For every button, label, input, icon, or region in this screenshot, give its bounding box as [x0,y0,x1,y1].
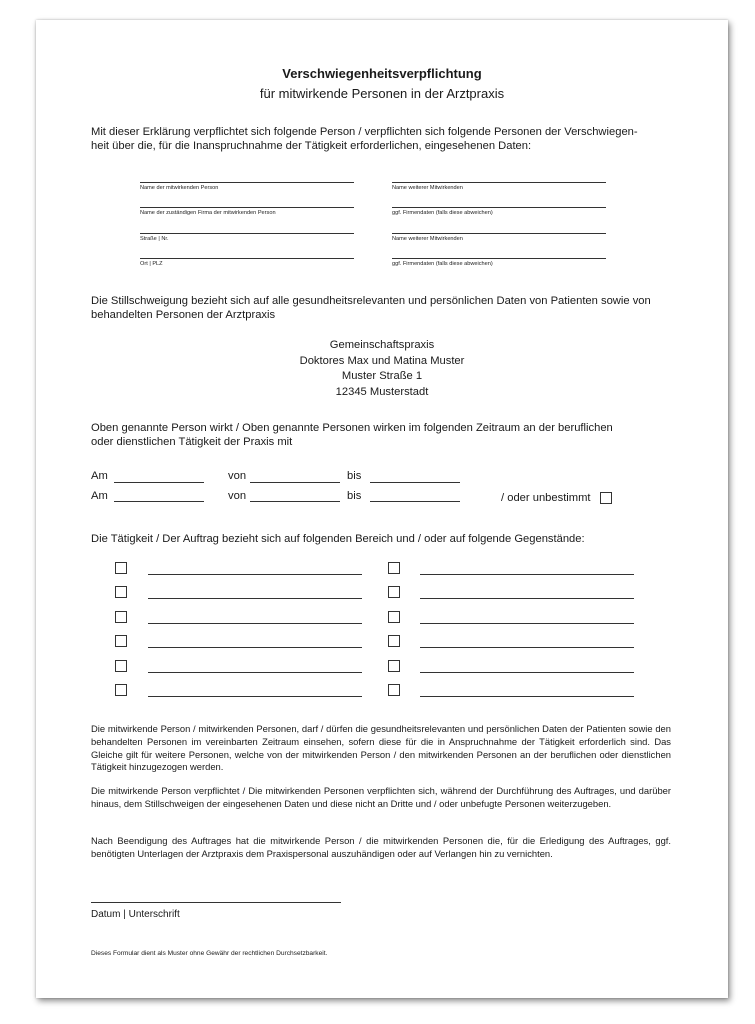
item-checkbox[interactable] [115,684,127,696]
item-checkbox[interactable] [388,562,400,574]
item-checkbox[interactable] [388,660,400,672]
paragraph-return: Nach Beendigung des Auftrages hat die mitwirkende Person / die mitwirkenden Personen die, für die Erledigung des Auftrages, ggf. benötigten Unterlagen der Arztpraxis dem Praxispersonal auszuhändigen oder auf Verlangen hin zu vernichten. [91,835,671,859]
intro-text [91,125,663,153]
footer-disclaimer: Dieses Formular dient als Muster ohne Gewähr der rechtlichen Durchsetzbarkeit. [91,950,328,957]
item-checkbox[interactable] [115,586,127,598]
field-person-name[interactable]: Name der mitwirkenden Person [140,182,354,191]
item-line[interactable] [148,647,362,648]
item-checkbox[interactable] [115,635,127,647]
von-date-line[interactable] [250,482,340,483]
am-date-line[interactable] [114,482,204,483]
item-checkbox[interactable] [115,660,127,672]
item-checkbox[interactable] [115,562,127,574]
form-sheet [36,20,728,998]
period-text [91,421,663,449]
practice-address [36,338,728,400]
item-line[interactable] [420,647,634,648]
silence-line-2: behandelten Personen der Arztpraxis [91,309,276,321]
address-line: 12345 Musterstadt [335,385,429,398]
bis-date-line[interactable] [370,482,460,483]
address-line: Doktores Max und Matina Muster [299,354,465,367]
item-line[interactable] [420,623,634,624]
intro-line-2: heit über die, für die Inanspruchnahme der Tätigkeit erforderlichen, eingesehenen Daten: [91,140,532,152]
field-city[interactable]: Ort | PLZ [140,258,354,267]
item-checkbox[interactable] [388,635,400,647]
field-further-person-2[interactable]: Name weiterer Mitwirkenden [392,233,606,242]
von-label: von [228,490,247,502]
paragraph-obligation: Die mitwirkende Person verpflichtet / Die mitwirkenden Personen verpflichten sich, während der Durchführung des Auftrages, und darüber hinaus, dem Stillschweigen der eingesehenen Daten und diese nicht an Dritte und / oder unbefugte Personen weiterzugeben. [91,785,671,809]
address-line: Gemeinschaftspraxis [329,339,435,351]
silence-line-1: Die Stillschweigung bezieht sich auf alle gesundheitsrelevanten und persönlichen Daten von Patienten sowie von [91,295,651,307]
item-checkbox[interactable] [388,586,400,598]
form-title: Verschwiegenheitsverpflichtung [282,66,482,81]
paragraph-access: Die mitwirkende Person / mitwirkenden Personen, darf / dürfen die gesundheitsrelevanten und persönlichen Daten der Patienten sowie den behandelten Personen im vereinbarten Zeitraum einsehen, sofern diese für die in Anspruchnahme der Tätigkeit erforderlich sind. Das Gleiche gilt für weitere Personen, welche von der mitwirkenden Person / den mitwirkenden Personen an der beruflichen oder dienstlichen Tätigkeit hinzugezogen werden. [91,723,671,773]
field-further-person-1[interactable]: Name weiterer Mitwirkenden [392,182,606,191]
item-line[interactable] [420,598,634,599]
field-company-name[interactable]: Name der zuständigen Firma der mitwirkenden Person [140,207,354,216]
item-checkbox[interactable] [115,611,127,623]
item-checkbox[interactable] [388,611,400,623]
silence-text [91,294,663,322]
item-line[interactable] [420,672,634,673]
item-line[interactable] [148,672,362,673]
period-line-1: Oben genannte Person wirkt / Oben genannte Personen wirken im folgenden Zeitraum an der beruflichen [91,422,613,434]
period-line-2: oder dienstlichen Tätigkeit der Praxis mit [91,436,293,448]
unbestimmt-label: / oder unbestimmt [501,492,591,504]
item-line[interactable] [148,598,362,599]
item-line[interactable] [148,696,362,697]
unbestimmt-checkbox[interactable] [600,492,612,504]
item-line[interactable] [420,696,634,697]
address-line: Muster Straße 1 [341,370,423,382]
bis-date-line[interactable] [370,501,460,502]
am-date-line[interactable] [114,501,204,502]
signature-line[interactable]: Datum | Unterschrift [91,902,341,920]
bis-label: bis [347,470,362,482]
item-checkbox[interactable] [388,684,400,696]
intro-line-1: Mit dieser Erklärung verpflichtet sich folgende Person / verpflichten sich folgende Personen der Verschwiegen- [91,126,638,138]
item-line[interactable] [148,623,362,624]
von-date-line[interactable] [250,501,340,502]
field-company-data-1[interactable]: ggf. Firmendaten (falls diese abweichen) [392,207,606,216]
von-label: von [228,470,247,482]
item-line[interactable] [420,574,634,575]
bis-label: bis [347,490,362,502]
am-label: Am [91,470,108,482]
item-line[interactable] [148,574,362,575]
field-street[interactable]: Straße | Nr. [140,233,354,242]
form-subtitle: für mitwirkende Personen in der Arztpraxis [259,86,505,101]
field-company-data-2[interactable]: ggf. Firmendaten (falls diese abweichen) [392,258,606,267]
area-text: Die Tätigkeit / Der Auftrag bezieht sich auf folgenden Bereich und / oder auf folgende Gegenstände: [91,533,585,545]
am-label: Am [91,490,108,502]
